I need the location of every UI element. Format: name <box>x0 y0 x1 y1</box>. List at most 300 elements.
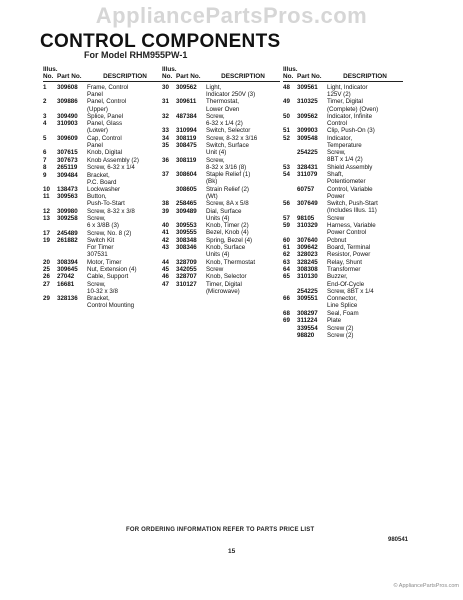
part-number: 309555 <box>176 229 197 237</box>
part-description <box>87 172 163 186</box>
description-line: Light, Indicator <box>327 84 368 91</box>
description-line: Panel, Glass <box>87 120 123 128</box>
description-line: Transformer <box>327 266 361 274</box>
part-description <box>327 98 403 112</box>
description-line: Control <box>327 120 347 128</box>
part-description <box>206 135 280 142</box>
illus-number: 51 <box>283 127 290 135</box>
part-number: 308348 <box>176 236 197 244</box>
table-row <box>162 157 280 171</box>
description-line: Switch, Surface <box>206 142 249 150</box>
part-number: 98105 <box>297 214 315 222</box>
part-description <box>87 120 163 134</box>
table-row <box>283 186 403 200</box>
part-description <box>327 273 403 287</box>
part-number: 309551 <box>297 295 318 303</box>
illus-number: 32 <box>162 112 169 120</box>
description-line: Power Control <box>327 229 367 237</box>
description-line: Plate <box>327 317 342 325</box>
table-row <box>162 171 280 185</box>
description-line: (Upper) <box>87 105 108 113</box>
ordering-note: FOR ORDERING INFORMATION REFER TO PARTS PRICE LIST <box>126 527 315 533</box>
part-description <box>87 135 163 149</box>
part-description <box>87 295 163 309</box>
illus-number: 61 <box>283 243 290 251</box>
part-description <box>87 259 163 266</box>
table-row <box>43 172 163 186</box>
description-line: 6 x 3/8B (3) <box>87 222 119 230</box>
part-number: 309561 <box>297 84 318 91</box>
part-description <box>206 222 280 229</box>
description-line: Light, <box>206 84 222 91</box>
description-line: Cable, Support <box>87 273 129 281</box>
description-line: Dial, Surface <box>206 207 242 215</box>
table-row <box>283 251 403 258</box>
illus-number: 60 <box>283 236 290 244</box>
part-description <box>327 325 403 332</box>
description-line: Screw, 8-32 x 3/16 <box>206 134 258 142</box>
part-description <box>327 149 403 163</box>
part-description <box>87 273 163 280</box>
description-line: Push-To-Start <box>87 200 125 208</box>
description-line: Control, Variable <box>327 185 373 193</box>
description-line: Screw, No. 8 (2) <box>87 229 132 237</box>
description-line: Button, <box>87 193 107 201</box>
part-description <box>206 281 280 295</box>
description-line: Knob, Thermostat <box>206 258 256 266</box>
document-number: 980541 <box>388 537 409 543</box>
part-description <box>87 84 163 98</box>
description-line: Screw, <box>87 215 106 223</box>
illus-number: 1 <box>43 84 47 91</box>
description-line: Temperature <box>327 141 362 149</box>
header-part-no: Part No. <box>176 73 201 80</box>
part-number: 307615 <box>57 149 78 157</box>
part-number: 308605 <box>176 185 197 193</box>
description-line: Indicator 250V (3) <box>206 91 256 99</box>
table-row <box>162 84 280 98</box>
illus-number: 45 <box>162 266 169 274</box>
description-line: Bezel, Knob (4) <box>206 229 249 237</box>
header-part-no: Part No. <box>57 73 82 80</box>
description-line: Switch, Push-Start <box>327 200 378 208</box>
table-row <box>283 215 403 222</box>
part-number: 308604 <box>176 171 197 179</box>
part-description <box>206 237 280 244</box>
table-row <box>43 113 163 120</box>
part-number: 309642 <box>297 243 318 251</box>
description-line: Screw (2) <box>327 332 354 340</box>
table-row <box>43 215 163 229</box>
part-description <box>87 164 163 171</box>
illus-number: 26 <box>43 273 50 281</box>
header-illus-no: Illus. No. <box>283 66 298 80</box>
table-row <box>283 127 403 134</box>
part-description <box>327 332 403 339</box>
description-line: Screw <box>327 214 345 222</box>
table-row <box>162 113 280 127</box>
parts-rows <box>43 84 163 310</box>
parts-column-1 <box>43 66 163 310</box>
header-description: DESCRIPTION <box>103 73 147 80</box>
part-description <box>327 84 403 98</box>
part-number: 60757 <box>297 185 315 193</box>
table-row <box>162 208 280 222</box>
illus-number: 6 <box>43 149 47 157</box>
table-row <box>283 310 403 317</box>
part-number: 328136 <box>57 295 78 303</box>
description-line: End-Of-Cycle <box>327 280 365 288</box>
description-line: Knob Assembly (2) <box>87 156 139 164</box>
description-line: Cap, Control <box>87 134 122 142</box>
copyright-text: © AppliancePartsPros.com <box>393 583 459 589</box>
table-row <box>43 157 163 164</box>
part-description <box>206 229 280 236</box>
description-line: Splice, Panel <box>87 112 124 120</box>
part-number: 328245 <box>297 258 318 266</box>
illus-number: 33 <box>162 127 169 135</box>
part-number: 138473 <box>57 185 78 193</box>
description-line: Panel, Control <box>87 98 127 106</box>
description-line: Screw, 6-32 x 1/4 <box>87 164 135 172</box>
header-description: DESCRIPTION <box>221 73 265 80</box>
illus-number: 27 <box>43 280 50 288</box>
part-description <box>206 127 280 134</box>
description-line: Relay, Shunt <box>327 258 362 266</box>
illus-number: 7 <box>43 156 47 164</box>
illus-number <box>283 186 297 200</box>
table-row <box>43 237 163 258</box>
table-row <box>162 142 280 156</box>
part-description <box>87 208 163 215</box>
description-line: Units (4) <box>206 214 230 222</box>
illus-number: 38 <box>162 200 169 208</box>
table-row <box>283 288 403 295</box>
part-number: 310903 <box>57 120 78 128</box>
description-line: Indicator, <box>327 134 353 142</box>
illus-number: 66 <box>283 295 290 303</box>
part-description <box>87 157 163 164</box>
table-row <box>283 259 403 266</box>
illus-number: 37 <box>162 171 169 179</box>
description-line: Screw (2) <box>327 324 354 332</box>
description-line: Connector, <box>327 295 357 303</box>
part-description <box>87 98 163 112</box>
description-line: Nut, Extension (4) <box>87 266 137 274</box>
table-row <box>43 281 163 295</box>
part-number: 265119 <box>57 164 78 172</box>
illus-number: 54 <box>283 171 290 179</box>
table-row <box>283 113 403 127</box>
part-number: 261882 <box>57 237 78 245</box>
illus-number: 53 <box>283 163 290 171</box>
part-description <box>87 193 163 207</box>
part-number: 308475 <box>176 142 197 150</box>
table-row <box>162 266 280 273</box>
illus-number: 63 <box>283 258 290 266</box>
description-line: Screw, <box>87 280 106 288</box>
part-number: 487384 <box>176 112 197 120</box>
illus-number: 44 <box>162 258 169 266</box>
part-number: 309608 <box>57 84 78 91</box>
part-number: 308297 <box>297 309 318 317</box>
description-line: Timer, Digital <box>206 280 242 288</box>
illus-number: 36 <box>162 156 169 164</box>
table-row <box>283 266 403 273</box>
description-line: For Timer <box>87 244 114 252</box>
part-number: 308394 <box>57 258 78 266</box>
table-row <box>162 244 280 258</box>
table-row <box>283 164 403 171</box>
table-row <box>43 273 163 280</box>
illus-number: 43 <box>162 244 169 252</box>
part-number: 310130 <box>297 273 318 281</box>
description-line: Seal, Foam <box>327 309 359 317</box>
part-number: 258465 <box>176 200 197 208</box>
part-description <box>206 266 280 273</box>
table-row <box>43 230 163 237</box>
part-number: 309553 <box>176 222 197 230</box>
part-number: 311079 <box>297 171 318 179</box>
description-line: Switch Kit <box>87 237 115 245</box>
part-number: 308308 <box>297 266 318 274</box>
part-description <box>327 200 403 214</box>
description-line: Strain Relief (2) <box>206 185 249 193</box>
table-row <box>162 229 280 236</box>
description-line: Switch, Selector <box>206 127 251 135</box>
part-number: 309548 <box>297 134 318 142</box>
part-description <box>206 186 280 200</box>
part-description <box>327 113 403 127</box>
description-line: 8BT x 1/4 (2) <box>327 156 363 164</box>
header-illus-no: Illus. No. <box>43 66 58 80</box>
table-row <box>283 149 403 163</box>
table-row <box>283 171 403 185</box>
description-line: (Wt) <box>206 192 218 200</box>
part-number: 245489 <box>57 229 78 237</box>
part-number: 328023 <box>297 251 318 259</box>
part-number: 339554 <box>297 324 318 332</box>
description-line: Potentiometer <box>327 178 366 186</box>
part-description <box>327 127 403 134</box>
part-description <box>87 237 163 258</box>
part-number: 309562 <box>176 84 197 91</box>
part-number: 328707 <box>176 273 197 281</box>
description-line: Knob, Timer (2) <box>206 222 249 230</box>
table-row <box>43 266 163 273</box>
part-description <box>327 295 403 309</box>
illus-number: 39 <box>162 207 169 215</box>
table-row <box>43 208 163 215</box>
table-row <box>43 164 163 171</box>
part-number: 307673 <box>57 156 78 164</box>
description-line: Line Splice <box>327 302 358 310</box>
description-line: Panel <box>87 141 103 149</box>
part-number: 309490 <box>57 112 78 120</box>
description-line: Shield Assembly <box>327 163 373 171</box>
illus-number <box>162 186 176 200</box>
table-row <box>283 222 403 236</box>
table-row <box>283 244 403 251</box>
part-description <box>327 222 403 236</box>
part-number: 310994 <box>176 127 197 135</box>
part-number: 307640 <box>297 236 318 244</box>
description-line: Motor, Timer <box>87 258 122 266</box>
part-description <box>87 113 163 120</box>
part-description <box>206 98 280 112</box>
illus-number: 49 <box>283 98 290 106</box>
part-number: 310329 <box>297 222 318 230</box>
illus-number <box>283 149 297 163</box>
description-line: Resistor, Power <box>327 251 371 259</box>
description-line: Frame, Control <box>87 84 129 91</box>
description-line: (Includes Illus. 11) <box>327 207 377 215</box>
illus-number: 9 <box>43 171 47 179</box>
part-description <box>327 135 403 149</box>
part-description <box>206 273 280 280</box>
part-description <box>87 266 163 273</box>
part-number: 309609 <box>57 134 78 142</box>
part-number: 309980 <box>57 207 78 215</box>
part-number: 308119 <box>176 156 197 164</box>
part-description <box>327 266 403 273</box>
description-line: Control Mounting <box>87 302 135 310</box>
illus-number: 25 <box>43 266 50 274</box>
part-description <box>206 171 280 185</box>
table-row <box>162 200 280 207</box>
illus-number: 3 <box>43 112 47 120</box>
illus-number: 42 <box>162 236 169 244</box>
table-row <box>162 259 280 266</box>
illus-number: 19 <box>43 237 50 245</box>
page-number: 15 <box>228 548 236 555</box>
table-row <box>162 222 280 229</box>
description-line: Timer, Digital <box>327 98 363 106</box>
table-row <box>43 120 163 134</box>
table-row <box>43 186 163 193</box>
description-line: Shaft, <box>327 171 344 179</box>
part-number: 328431 <box>297 163 318 171</box>
illus-number <box>283 288 297 295</box>
table-row <box>43 135 163 149</box>
description-line: Screw <box>206 266 224 274</box>
illus-number: 12 <box>43 207 50 215</box>
illus-number: 8 <box>43 164 47 172</box>
description-line: Units (4) <box>206 251 230 259</box>
part-number: 98820 <box>297 332 315 340</box>
description-line: Knob, Surface <box>206 244 246 252</box>
table-row <box>283 317 403 324</box>
description-line: Panel <box>87 91 103 99</box>
description-line: 307531 <box>87 251 108 259</box>
description-line: Bracket, <box>87 171 110 179</box>
description-line: Screw, <box>206 112 225 120</box>
description-line: Screw, 8A x 5/8 <box>206 200 249 208</box>
table-row <box>283 273 403 287</box>
illus-number: 46 <box>162 273 169 281</box>
part-description <box>327 288 403 295</box>
part-description <box>206 208 280 222</box>
part-description <box>327 251 403 258</box>
description-line: Power <box>327 192 345 200</box>
table-row <box>162 237 280 244</box>
illus-number <box>283 332 297 339</box>
part-number: 310127 <box>176 280 197 288</box>
header-illus-no: Illus. No. <box>162 66 177 80</box>
illus-number: 34 <box>162 134 169 142</box>
part-description <box>87 186 163 193</box>
description-line: Screw, 8BT x 1/4 <box>327 287 374 295</box>
part-description <box>206 113 280 127</box>
illus-number <box>283 325 297 332</box>
part-number: 310325 <box>297 98 318 106</box>
illus-number: 10 <box>43 185 50 193</box>
part-number: 309645 <box>57 266 78 274</box>
table-row <box>283 98 403 112</box>
part-number: 16681 <box>57 280 75 288</box>
part-description <box>87 281 163 295</box>
part-number: 328709 <box>176 258 197 266</box>
description-line: Pcbnut <box>327 236 347 244</box>
part-number: 254225 <box>297 287 318 295</box>
part-number: 309563 <box>57 193 78 201</box>
parts-column-3 <box>283 66 403 339</box>
page-title: CONTROL COMPONENTS <box>40 31 281 52</box>
table-row <box>43 84 163 98</box>
description-line: Unit (4) <box>206 149 227 157</box>
part-number: 309562 <box>297 112 318 120</box>
illus-number: 11 <box>43 193 50 201</box>
table-row <box>162 127 280 134</box>
description-line: P.C. Board <box>87 178 117 186</box>
description-line: Lower Oven <box>206 105 240 113</box>
illus-number: 69 <box>283 317 290 325</box>
column-header <box>43 66 163 82</box>
part-number: 309484 <box>57 171 78 179</box>
part-number: 308119 <box>176 134 197 142</box>
table-row <box>283 200 403 214</box>
table-row <box>162 98 280 112</box>
description-line: (Complete) (Oven) <box>327 105 379 113</box>
description-line: (Bk) <box>206 178 218 186</box>
part-number: 342055 <box>176 266 197 274</box>
illus-number: 29 <box>43 295 50 303</box>
table-row <box>283 84 403 98</box>
part-number: 309258 <box>57 215 78 223</box>
description-line: Knob, Selector <box>206 273 247 281</box>
part-description <box>206 142 280 156</box>
part-description <box>327 164 403 171</box>
part-description <box>327 317 403 324</box>
description-line: Staple Relief (1) <box>206 171 251 179</box>
part-number: 309489 <box>176 207 197 215</box>
description-line: Screw, 8-32 x 3/8 <box>87 207 135 215</box>
watermark-text: AppliancePartsPros.com <box>95 3 368 28</box>
description-line: (Microwave) <box>206 287 240 295</box>
table-row <box>43 295 163 309</box>
illus-number: 52 <box>283 134 290 142</box>
description-line: Bracket, <box>87 295 110 303</box>
description-line: Lockwasher <box>87 185 121 193</box>
illus-number: 4 <box>43 120 47 128</box>
column-header <box>162 66 280 82</box>
illus-number: 30 <box>162 84 169 91</box>
part-description <box>327 244 403 251</box>
part-description <box>206 84 280 98</box>
part-number: 27042 <box>57 273 75 281</box>
column-header <box>283 66 403 82</box>
illus-number: 65 <box>283 273 290 281</box>
